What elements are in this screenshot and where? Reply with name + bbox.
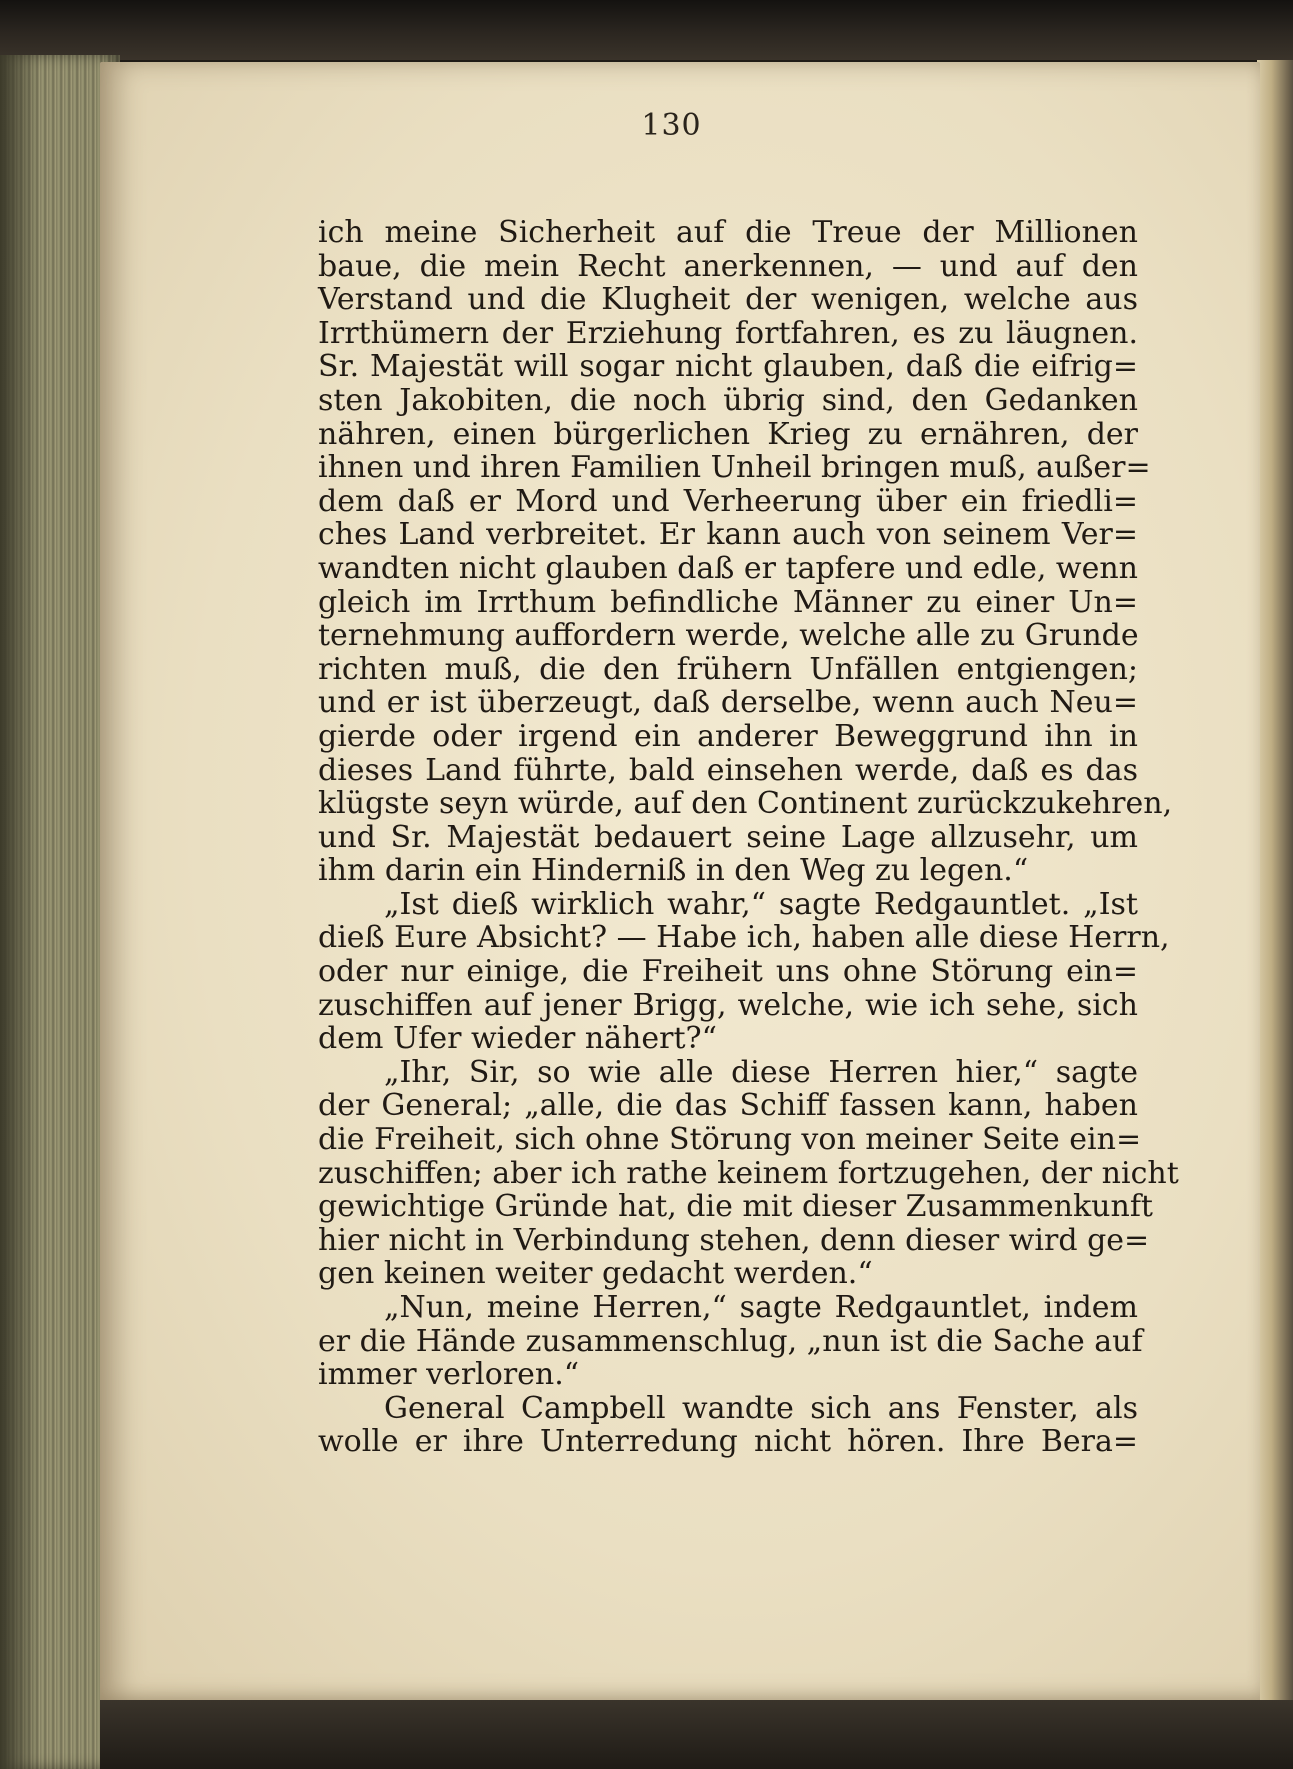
text-line: ihm darin ein Hinderniß in den Weg zu legen.“ [318, 853, 1029, 889]
page-number: 130 [641, 108, 702, 143]
text-line: und er ist überzeugt, daß derselbe, wenn auch Neu= [318, 685, 1138, 721]
text-line: Sr. Majestät will sogar nicht glauben, daß die eifrig= [318, 349, 1138, 385]
text-line: ternehmung auffordern werde, welche alle zu Grunde [318, 618, 1139, 654]
text-line: ihnen und ihren Familien Unheil bringen muß, außer= [318, 450, 1151, 486]
text-line: immer verloren.“ [318, 1357, 580, 1393]
text-line: „Ihr, Sir, so wie alle diese Herren hier,“ sagte [384, 1054, 1138, 1090]
text-line: wolle er ihre Unterredung nicht hören. Ihre Bera= [318, 1424, 1138, 1460]
text-line: dem Ufer wieder nähert?“ [318, 1021, 717, 1057]
text-line: General Campbell wandte sich ans Fenster, als [384, 1390, 1138, 1426]
text-line: dem daß er Mord und Verheerung über ein friedli= [318, 483, 1138, 519]
text-line: „Ist dieß wirklich wahr,“ sagte Redgauntlet. „Ist [384, 886, 1138, 922]
text-line: gen keinen weiter gedacht werden.“ [318, 1256, 873, 1292]
text-line: der General; „alle, die das Schiff fassen kann, haben [318, 1088, 1138, 1124]
text-line: ches Land verbreitet. Er kann auch von seinem Ver= [318, 517, 1138, 553]
text-line: dieß Eure Absicht? — Habe ich, haben alle diese Herrn, [318, 920, 1170, 956]
text-line: dieses Land führte, bald einsehen werde, daß es das [318, 752, 1138, 788]
text-line: zuschiffen; aber ich rathe keinem fortzugehen, der nicht [318, 1155, 1179, 1191]
book-bottom-edge [100, 1700, 1293, 1769]
text-line: sten Jakobiten, die noch übrig sind, den Gedanken [318, 382, 1138, 418]
text-line: baue, die mein Recht anerkennen, — und auf den [318, 248, 1138, 284]
text-line: und Sr. Majestät bedauert seine Lage allzusehr, um [318, 819, 1138, 855]
text-line: richten muß, die den frühern Unfällen entgiengen; [318, 651, 1138, 687]
text-line: die Freiheit, sich ohne Störung von meiner Seite ein= [318, 1122, 1142, 1158]
text-line: gleich im Irrthum befindliche Männer zu einer Un= [318, 584, 1138, 620]
text-line: klügste seyn würde, auf den Continent zurückzukehren, [318, 786, 1173, 822]
body-text [318, 215, 1179, 1460]
text-line: wandten nicht glauben daß er tapfere und edle, wenn [318, 550, 1138, 586]
text-line: Verstand und die Klugheit der wenigen, welche aus [318, 282, 1138, 318]
text-line: gewichtige Gründe hat, die mit dieser Zusammenkunft [318, 1189, 1153, 1225]
text-line: oder nur einige, die Freiheit uns ohne Störung ein= [318, 954, 1138, 990]
book-right-edge [1257, 60, 1293, 1769]
book-binding-top [0, 0, 1293, 60]
text-line: gierde oder irgend ein anderer Beweggrund ihn in [318, 718, 1138, 754]
text-line: „Nun, meine Herren,“ sagte Redgauntlet, indem [384, 1290, 1138, 1325]
text-line: nähren, einen bürgerlichen Krieg zu ernähren, der [318, 416, 1138, 452]
text-line: er die Hände zusammenschlug, „nun ist die Sache auf [318, 1323, 1143, 1359]
text-line: ich meine Sicherheit auf die Treue der Millionen [318, 215, 1138, 250]
text-line: hier nicht in Verbindung stehen, denn dieser wird ge= [318, 1222, 1150, 1258]
text-line: zuschiffen auf jener Brigg, welche, wie ich sehe, sich [318, 987, 1138, 1023]
text-line: Irrthümern der Erziehung fortfahren, es zu läugnen. [318, 315, 1138, 351]
